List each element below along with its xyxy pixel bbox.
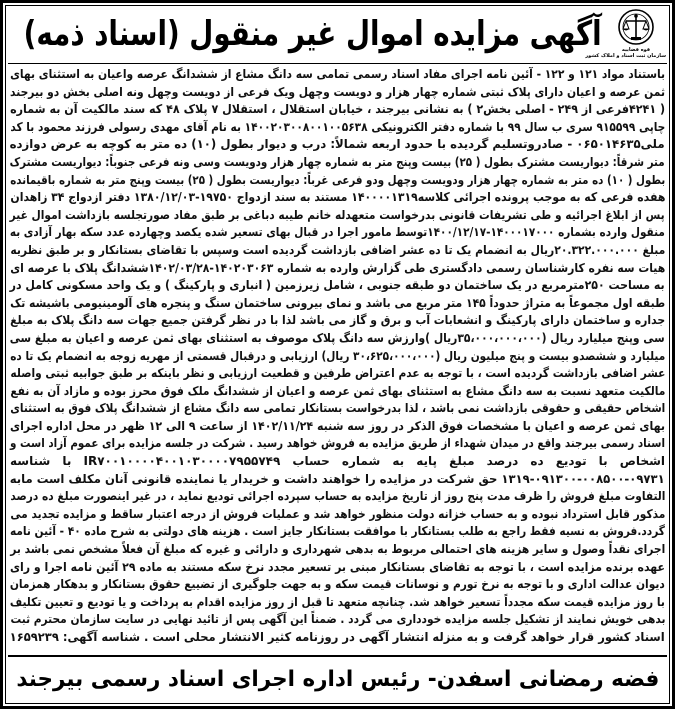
body-line (10, 400, 665, 418)
body-line (10, 453, 665, 471)
body-line-text: منقول وارده بشماره ۱۴۰۰۰۱۷۰۰۰-۱۴۰۰/۱۲/۱۷توسط مامور اجرا در قبال بهای تسعیر شده یکصد وچهارده عدد سکه بهار آزادی به (10, 225, 665, 240)
body-line (10, 523, 665, 541)
body-line-text: متر شرقاً: دیواریست مشترک بطول ( ۲۵) بیست وپنج متر به شماره چهار هزار ودویست وسی ونه فرعی جنوباً: دیواریست مشترک (10, 154, 665, 169)
body-line (10, 312, 665, 330)
body-line-text: اسناد رسمی بیرجند واقع در میدان شهداء از طریق مزایده به فروش خواهد رسید . شرکت در جلسه مزایده برای عموم آزاد است و (10, 436, 665, 451)
body-line (10, 189, 665, 207)
body-line (10, 84, 665, 102)
body-line-text: دیوان عدالت اداری و با توجه به نرخ تورم و نوسانات قیمت سکه و به جهت جلوگیری از تضییع حقوق بستانکار و بدهکار همزمان (10, 577, 665, 592)
body-line-text: جداره و ساختمان دارای پارکینگ و انشعابات آب و برق و گاز می باشد لذا با در نظر گرفتن جمیع جهات سه دانگ پلاک به مبلغ (10, 313, 665, 328)
body-line (10, 611, 665, 629)
body-line (10, 136, 665, 154)
body-line (10, 295, 665, 313)
body-line (10, 348, 665, 366)
body-line-text: میلیارد و ششصدو بیست و پنج میلیون ریال (۳۰،۶۲۵،۰۰۰،۰۰۰ ریال) ارزیابی و درقبال قسمتی از مهریه زوجه به انضمام یک تا ده (10, 348, 665, 363)
body-line (10, 471, 665, 489)
body-line-text: بطول ( ۱۰) ده متر به شماره چهار هزار ودویست وچهل ودو فرعی غرباً: دیواریست بطول ( ۲۵) بیست وپنج متر به شماره باقیمانده (10, 172, 665, 187)
body-line (10, 488, 665, 506)
body-line-text: ۱۳۱۹-۰۹۱۳۰۰-۰۰۸۵۰۰-۰۹۷۳۱ حق شرکت در مزایده را خواهند داشت و خریدار یا نماینده قانونی آنان مکلف است مابه (10, 471, 665, 486)
notice-title (24, 8, 602, 60)
body-line-text: ثمن عرصه و اعیان دارای پلاک ثبتی شماره چهار هزار و دویست وچهل ویک فرعی از دویست وچهل ونه اصلی بخش دو بیرجند (10, 84, 665, 99)
body-line (10, 172, 665, 190)
body-line-text: بدهی خویش نمایند از تشکیل جلسه مزایده خودداری می گردد . ضمناً این آگهی پس از تائید نهایی در سایت سازمان محترم ثبت (10, 612, 665, 627)
organization-logo (585, 7, 666, 63)
body-line-text: مذکور قابل استرداد نبوده و به حساب خزانه دولت منظور خواهد شد و عملیات فروش از درجه اعتبار ساقط و مزایده تجدید می (10, 506, 665, 521)
body-line-text: طبقه اول مجموعاً به متراژ حدوداً ۱۴۵ متر مربع می باشد و نمای بیرونی ساختمان سنگ و پنجره های آلومینیومی باشیشه تک (10, 295, 665, 310)
body-line-text: بهای ثمن عرصه و اعیان با مشخصات فوق الذکر در روز سه شنبه ۱۴۰۲/۱۱/۲۴ از ساعت ۹ الی ۱۲ ظهر در محل اداره اجرای (10, 418, 665, 433)
body-line (10, 594, 665, 612)
body-line (10, 541, 665, 559)
body-line (10, 101, 665, 119)
body-line-text: اجرای نقداً وصول و سایر هزینه های احتمالی مربوط به بدهی شهرداری و دارائی و غیره که مبلغ آن فعلاً مشخص نمی باشد بر (10, 542, 665, 557)
body-line-text: التفاوت مبلغ فروش را ظرف مدت پنج روز از تاریخ مزایده به حساب سپرده اجرائی تودیع نماید ، در غیر اینصورت مبلغ ده درصد (10, 489, 665, 504)
judiciary-emblem-icon (616, 7, 656, 47)
body-line-text: هفده فرعی که به موجب پرونده اجرائی کلاسه۱۴۰۰۰۰۱۳۱۹ مستند به سند ازدواج ۱۹۷۵۰-۱۳۸۰/۱۲/۰۳ دفتر ازدواج ۳۴ زاهدان (10, 190, 665, 205)
body-line-text: عشر اضافی بازداشت گردیده است ، با توجه به عدم اعتراض طرفین و قطعیت ارزیابی و نظر باینکه بر طبق جوابیه ثبتی واصله (10, 366, 665, 381)
body-line (10, 154, 665, 172)
notice-title-text: آگهی مزایده اموال غیر منقول (اسناد ذمه) (24, 14, 602, 54)
logo-caption-2: سازمان ثبت اسناد و املاک کشور (585, 53, 666, 59)
body-line (10, 277, 665, 295)
body-line-text: ( ۴۲۴۱فرعی از ۲۴۹ - اصلی بخش۲ ) به نشانی بیرجند ، خیابان استقلال ، استقلال ۷ پلاک ۴۸ که سند مالکیت آن به شماره (10, 102, 665, 117)
body-line (10, 383, 665, 401)
body-line-text: اشخاص با تودیع ده درصد مبلغ پایه به شماره حساب IR۷۰۰۱۰۰۰۰۴۰۰۱۰۳۰۰۰۰۷۹۵۵۷۴۹ با شناسه (10, 454, 666, 469)
notice-body (10, 66, 665, 647)
body-line-text: باستناد مواد ۱۲۱ و ۱۲۲ - آئین نامه اجرای مفاد اسناد رسمی تمامی سه دانگ مشاع از ششدانگ عرصه واعیان به استثنای بهای (10, 67, 665, 81)
body-line (10, 242, 665, 260)
body-line-text: با روز مزایده قیمت سکه مجدداً تسعیر خواهد شد. چنانچه متعهد تا قبل از روز مزایده اقدام به پرداخت و یا تودیع و تعیین تکلیف (10, 594, 665, 609)
body-line-text: گردد.فروش به نسیه فقط راجع به طلب بستانکار با موافقت بستانکار جایز است . هزینه های دولتی به شرح ماده ۴۰ - آئین نامه (10, 524, 666, 539)
body-line (10, 418, 665, 436)
logo-caption-1: قوه قضاییه (621, 47, 651, 53)
body-line-text: ملی۰۶۵۰۱۴۶۳۵ - صادروتسلیم گردیده با حدود اربعه شمالاً: درب و دیوار بطول (۱۰) ده متر به کوچه به عرض دوازده (10, 137, 665, 152)
body-line-text: مبلغ ۲۰.۳۲۲.۰۰۰.۰۰۰ریال به انضمام یک تا ده عشر اضافی بازداشت گردیده است وسپس با تقاضای بستانکار و بر طبق نظریه (10, 242, 665, 257)
body-line-text: پس از ابلاغ اجرائیه و طی تشریفات قانونی بدرخواست متعهدله خانم طیبه دباغی بر طبق مفاد صورتجلسه بازداشت اموال غیر (10, 207, 665, 222)
body-line-text: اسناد کشور قرار خواهد گرفت و به منزله انتشار آگهی در روزنامه کثیر الانتشار محلی است . شناسه آگهی: ۱۶۵۹۲۳۹ (10, 630, 666, 644)
body-line (10, 66, 665, 84)
body-line-text: اشخاص حقیقی و حقوقی بازداشت نمی باشد ، لذا بدرخواست بستانکار تمامی سه دانگ مشاع از ششدانگ پلاک فوق به استثنای (10, 401, 665, 416)
body-line (10, 506, 665, 524)
signature-text: فضه رمضانی اسفدن- رئیس اداره اجرای اسناد رسمی بیرجند (16, 667, 659, 692)
signature-line (16, 659, 659, 701)
body-line-text: مالکیت متعهد نسبت به سه دانگ مشاع به استثنای بهای ثمن عرصه و اعیان از ششدانگ ملک فوق محرز بوده و مازاد آن به نفع (10, 383, 665, 398)
footer-divider (8, 655, 667, 657)
body-line (10, 207, 665, 225)
body-line (10, 365, 665, 383)
body-line-text: سی وپنج میلیارد ریال (۳۵،۰۰۰،۰۰۰،۰۰۰ریال )وارزش سه دانگ پلاک موصوف به استثنای بهای ثمن عرصه و اعیان به مبلغ سی (10, 330, 665, 345)
body-line (10, 119, 665, 137)
body-line (10, 224, 665, 242)
body-line-text: عهده برنده مزایده است ، با توجه به تقاضای بستانکار مبنی بر تسعیر مجدد نرخ سکه مستند به ماده ۲۹ آئین نامه اجرا و رای (10, 559, 665, 574)
body-line-text: هیات سه نفره کارشناسان رسمی دادگستری طی گزارش وارده به شماره ۱۴۰۲۰۳۰۶۳-۱۴۰۲/۰۳/۲۸ششدانگ پلاک با عرصه ای (10, 260, 665, 275)
title-divider (8, 63, 667, 64)
body-line (10, 576, 665, 594)
body-line (10, 330, 665, 348)
body-line (10, 559, 665, 577)
body-line (10, 260, 665, 278)
body-line (10, 435, 665, 453)
body-line-text: چاپی ۹۱۵۵۹۹ سری ب سال ۹۹ با شماره دفتر الکترونیکی ۱۴۰۰۲۰۳۰۰۸۰۰۱۰۰۵۶۳۸ به نام آقای مهدی رسولی فرزند محمود با کد (10, 119, 665, 134)
body-line (10, 629, 665, 647)
body-line-text: به مساحت ۲۵۰مترمربع در یک ساختمان دو طبقه جنوبی ، شامل زیرزمین ( انباری و پارکینگ ) و یک واحد مسکونی کامل در (10, 278, 665, 293)
